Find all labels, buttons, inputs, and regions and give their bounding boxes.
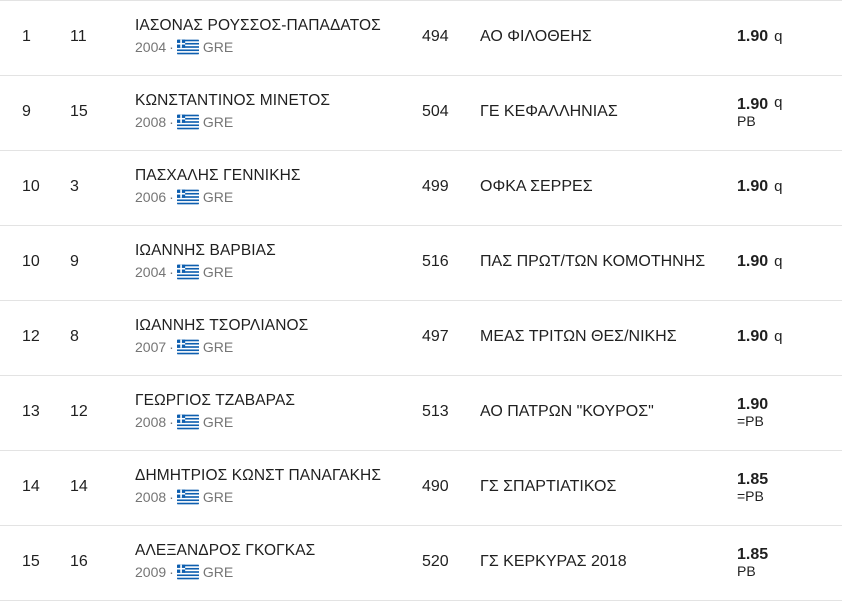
bib-cell: 9 [70, 252, 79, 270]
athlete-cell [135, 317, 308, 355]
rank-cell: 13 [22, 402, 40, 420]
number-cell: 497 [422, 327, 449, 345]
country-code: GRE [202, 188, 234, 205]
athlete-meta [135, 414, 295, 430]
birth-year: 2008 [135, 113, 167, 130]
number-cell: 516 [422, 252, 449, 270]
greece-flag-icon [177, 189, 199, 205]
separator: · [169, 413, 174, 430]
country-code: GRE [202, 488, 234, 505]
qualification-mark: q [774, 252, 783, 270]
rank-cell: 15 [22, 552, 40, 570]
athlete-meta [135, 114, 330, 130]
athlete-cell [135, 542, 315, 580]
athlete-name[interactable]: ΓΕΩΡΓΙΟΣ ΤΖΑΒΑΡΑΣ [135, 391, 296, 409]
number-cell: 520 [422, 552, 449, 570]
athlete-meta [135, 264, 276, 280]
table-row[interactable] [0, 226, 842, 301]
bib-cell: 15 [70, 102, 88, 120]
result-note: =PB [737, 487, 764, 504]
result-note: =PB [737, 412, 764, 429]
athlete-cell [135, 167, 301, 205]
athlete-meta [135, 39, 381, 55]
greece-flag-icon [177, 39, 199, 55]
greece-flag-icon [177, 564, 199, 580]
club-cell: ΓΕ ΚΕΦΑΛΛΗΝΙΑΣ [480, 102, 618, 120]
bib-cell: 11 [70, 28, 87, 45]
rank-cell: 14 [22, 477, 40, 495]
separator: · [169, 263, 174, 280]
number-cell: 490 [422, 477, 449, 495]
club-cell: ΓΣ ΣΠΑΡΤΙΑΤΙΚΟΣ [480, 477, 617, 495]
athlete-cell [135, 467, 381, 505]
result-cell [737, 396, 768, 429]
club-cell: ΜΕΑΣ ΤΡΙΤΩΝ ΘΕΣ/ΝΙΚΗΣ [480, 327, 677, 345]
separator: · [169, 488, 174, 505]
country-code: GRE [202, 338, 234, 355]
athlete-name[interactable]: ΙΑΣΟΝΑΣ ΡΟΥΣΣΟΣ-ΠΑΠΑΔΑΤΟΣ [135, 17, 381, 34]
table-row[interactable] [0, 301, 842, 376]
country-code: GRE [202, 263, 234, 280]
birth-year: 2007 [135, 338, 167, 355]
number-cell: 494 [422, 28, 449, 45]
athlete-name[interactable]: ΔΗΜΗΤΡΙΟΣ ΚΩΝΣΤ ΠΑΝΑΓΑΚΗΣ [135, 466, 382, 484]
athlete-cell [135, 17, 381, 55]
bib-cell: 12 [70, 402, 88, 420]
number-cell: 504 [422, 102, 449, 120]
country-code: GRE [202, 113, 234, 130]
result-cell [737, 28, 782, 46]
result-value: 1.90 [737, 395, 769, 413]
country-code: GRE [202, 39, 234, 55]
table-row[interactable] [0, 451, 842, 526]
club-cell: ΠΑΣ ΠΡΩΤ/ΤΩΝ ΚΟΜΟΤΗΝΗΣ [480, 252, 706, 270]
club-cell: ΟΦΚΑ ΣΕΡΡΕΣ [480, 177, 593, 195]
athlete-meta [135, 339, 308, 355]
separator: · [169, 39, 174, 55]
greece-flag-icon [177, 114, 199, 130]
athlete-name[interactable]: ΚΩΝΣΤΑΝΤΙΝΟΣ ΜΙΝΕΤΟΣ [135, 91, 331, 109]
rank-cell: 1 [22, 28, 31, 45]
bib-cell: 8 [70, 327, 79, 345]
country-code: GRE [202, 413, 234, 430]
athlete-name[interactable]: ΑΛΕΞΑΝΔΡΟΣ ΓΚΟΓΚΑΣ [135, 541, 316, 559]
qualification-mark: q [774, 177, 783, 195]
result-cell [737, 178, 782, 196]
rank-cell: 9 [22, 102, 31, 120]
birth-year: 2004 [135, 39, 167, 55]
qualification-mark: q [774, 93, 783, 111]
separator: · [169, 563, 174, 580]
result-cell [737, 546, 768, 579]
separator: · [169, 338, 174, 355]
result-value: 1.90 [737, 252, 769, 270]
athlete-name[interactable]: ΙΩΑΝΝΗΣ ΤΣΟΡΛΙΑΝΟΣ [135, 316, 309, 334]
result-value: 1.90 [737, 177, 769, 195]
club-cell: ΓΣ ΚΕΡΚΥΡΑΣ 2018 [480, 552, 627, 570]
table-row[interactable] [0, 0, 842, 76]
greece-flag-icon [177, 489, 199, 505]
bib-cell: 16 [70, 552, 88, 570]
athlete-name[interactable]: ΠΑΣΧΑΛΗΣ ΓΕΝΝΙΚΗΣ [135, 166, 301, 184]
athlete-meta [135, 489, 381, 505]
athlete-cell [135, 92, 330, 130]
result-value: 1.85 [737, 545, 769, 563]
result-value: 1.90 [737, 327, 769, 345]
result-value: 1.90 [737, 28, 769, 45]
separator: · [169, 188, 174, 205]
result-cell [737, 328, 782, 346]
rank-cell: 10 [22, 252, 40, 270]
result-value: 1.90 [737, 95, 769, 113]
number-cell: 499 [422, 177, 449, 195]
result-cell [737, 93, 783, 129]
qualification-mark: q [774, 28, 783, 45]
result-value: 1.85 [737, 470, 769, 488]
bib-cell: 14 [70, 477, 88, 495]
club-cell: ΑΟ ΦΙΛΟΘΕΗΣ [480, 28, 592, 45]
table-row[interactable] [0, 376, 842, 451]
table-row[interactable] [0, 151, 842, 226]
greece-flag-icon [177, 264, 199, 280]
result-cell [737, 471, 768, 504]
number-cell: 513 [422, 402, 449, 420]
athlete-cell [135, 392, 295, 430]
bib-cell: 3 [70, 177, 79, 195]
birth-year: 2004 [135, 263, 167, 280]
athlete-meta [135, 564, 315, 580]
athlete-cell [135, 242, 276, 280]
separator: · [169, 113, 174, 130]
table-row[interactable] [0, 526, 842, 601]
result-cell [737, 253, 782, 271]
rank-cell: 10 [22, 177, 40, 195]
table-row[interactable] [0, 76, 842, 151]
result-note: PB [737, 562, 756, 579]
rank-cell: 12 [22, 327, 40, 345]
greece-flag-icon [177, 339, 199, 355]
result-note: PB [737, 112, 756, 129]
greece-flag-icon [177, 414, 199, 430]
athlete-name[interactable]: ΙΩΑΝΝΗΣ ΒΑΡΒΙΑΣ [135, 241, 276, 259]
qualification-mark: q [774, 327, 783, 345]
athlete-meta [135, 189, 301, 205]
club-cell: ΑΟ ΠΑΤΡΩΝ "ΚΟΥΡΟΣ" [480, 402, 654, 420]
birth-year: 2008 [135, 413, 167, 430]
country-code: GRE [202, 563, 234, 580]
birth-year: 2006 [135, 188, 167, 205]
birth-year: 2008 [135, 488, 167, 505]
birth-year: 2009 [135, 563, 167, 580]
